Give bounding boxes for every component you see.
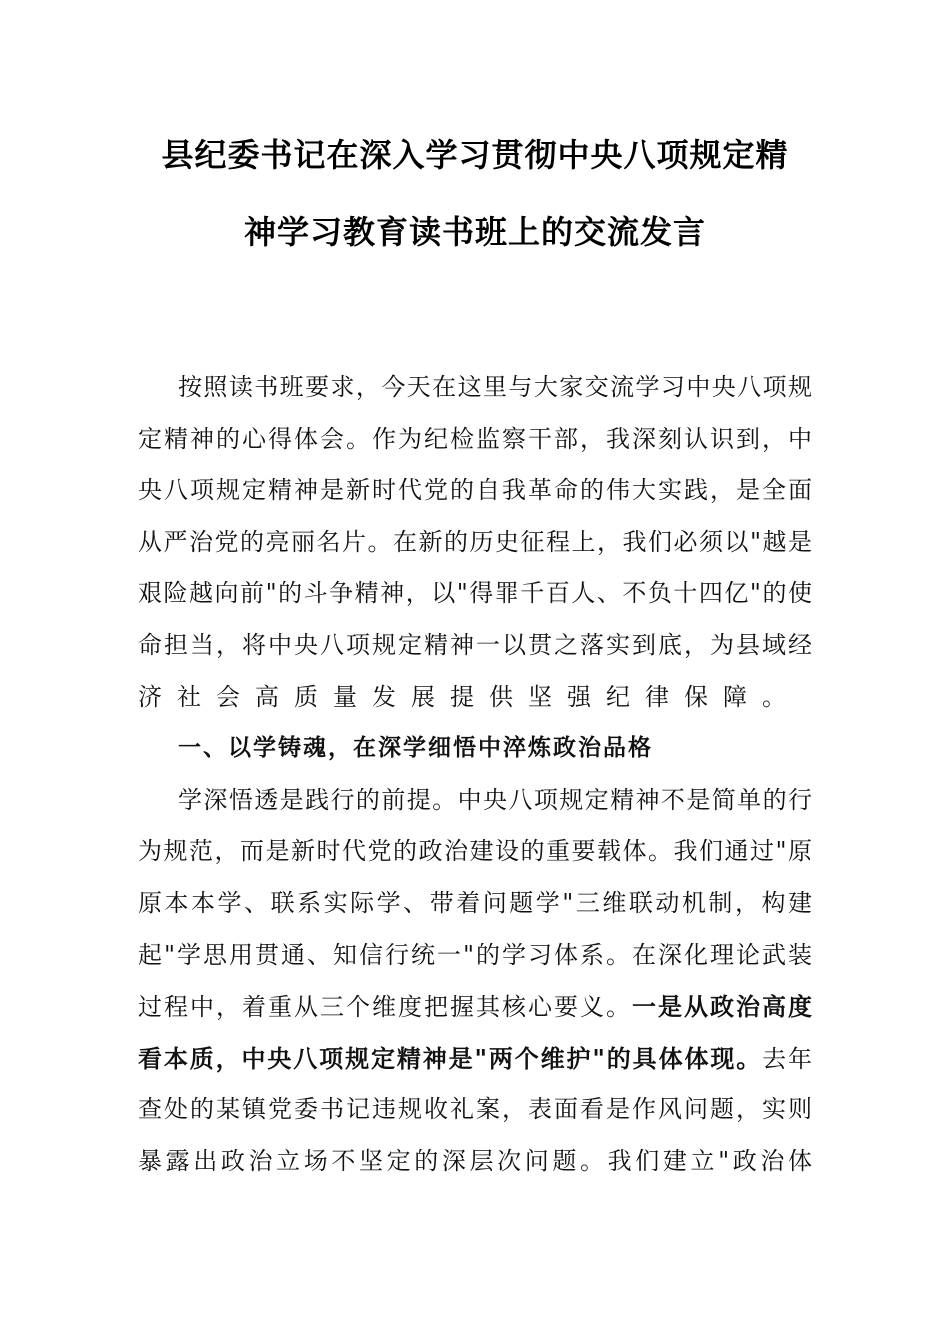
paragraph-line: 定精神的心得体会。作为纪检监察干部，我深刻认识到，中 [138,424,812,453]
paragraph-line: 命担当，将中央八项规定精神一以贯之落实到底，为县域经 [138,630,812,659]
paragraph-line: 为规范，而是新时代党的政治建设的重要载体。我们通过"原 [138,837,812,866]
paragraph-line: 按照读书班要求，今天在这里与大家交流学习中央八项规 [178,373,812,401]
paragraph-line [138,981,812,1033]
bold-emphasis: 看本质，中央八项规定精神是"两个维护"的具体体现。 [138,1043,763,1073]
document-body [138,362,812,1188]
paragraph-line: 济社会高质量发展提供坚强纪律保障。 [138,682,801,711]
paragraph-line: 原本本学、联系实际学、带着问题学"三维联动机制，构建 [138,888,812,917]
section-heading: 一、以学铸魂，在深学细悟中淬炼政治品格 [178,735,653,762]
paragraph-line: 暴露出政治立场不坚定的深层次问题。我们建立"政治体 [138,1146,812,1175]
paragraph-line: 艰险越向前"的斗争精神，以"得罪千百人、不负十四亿"的使 [138,579,812,608]
bold-emphasis: 一是从政治高度 [632,992,812,1022]
paragraph-line: 起"学思用贯通、知信行统一"的学习体系。在深化理论武装 [138,940,812,969]
document-title-line-2: 神学习教育读书班上的交流发言 [243,213,706,251]
paragraph-line [138,1033,812,1085]
paragraph-line: 央八项规定精神是新时代党的自我革命的伟大实践，是全面 [138,476,812,505]
paragraph-line: 从严治党的亮丽名片。在新的历史征程上，我们必须以"越是 [138,527,812,556]
paragraph-text: 过程中，着重从三个维度把握其核心要义。 [138,993,632,1022]
paragraph-line: 查处的某镇党委书记违规收礼案，表面看是作风问题，实则 [138,1095,812,1124]
paragraph-text: 去年 [762,1044,812,1073]
document-title-line-1: 县纪委书记在深入学习贯彻中央八项规定精 [161,136,789,174]
paragraph-line: 学深悟透是践行的前提。中央八项规定精神不是简单的行 [178,785,812,814]
